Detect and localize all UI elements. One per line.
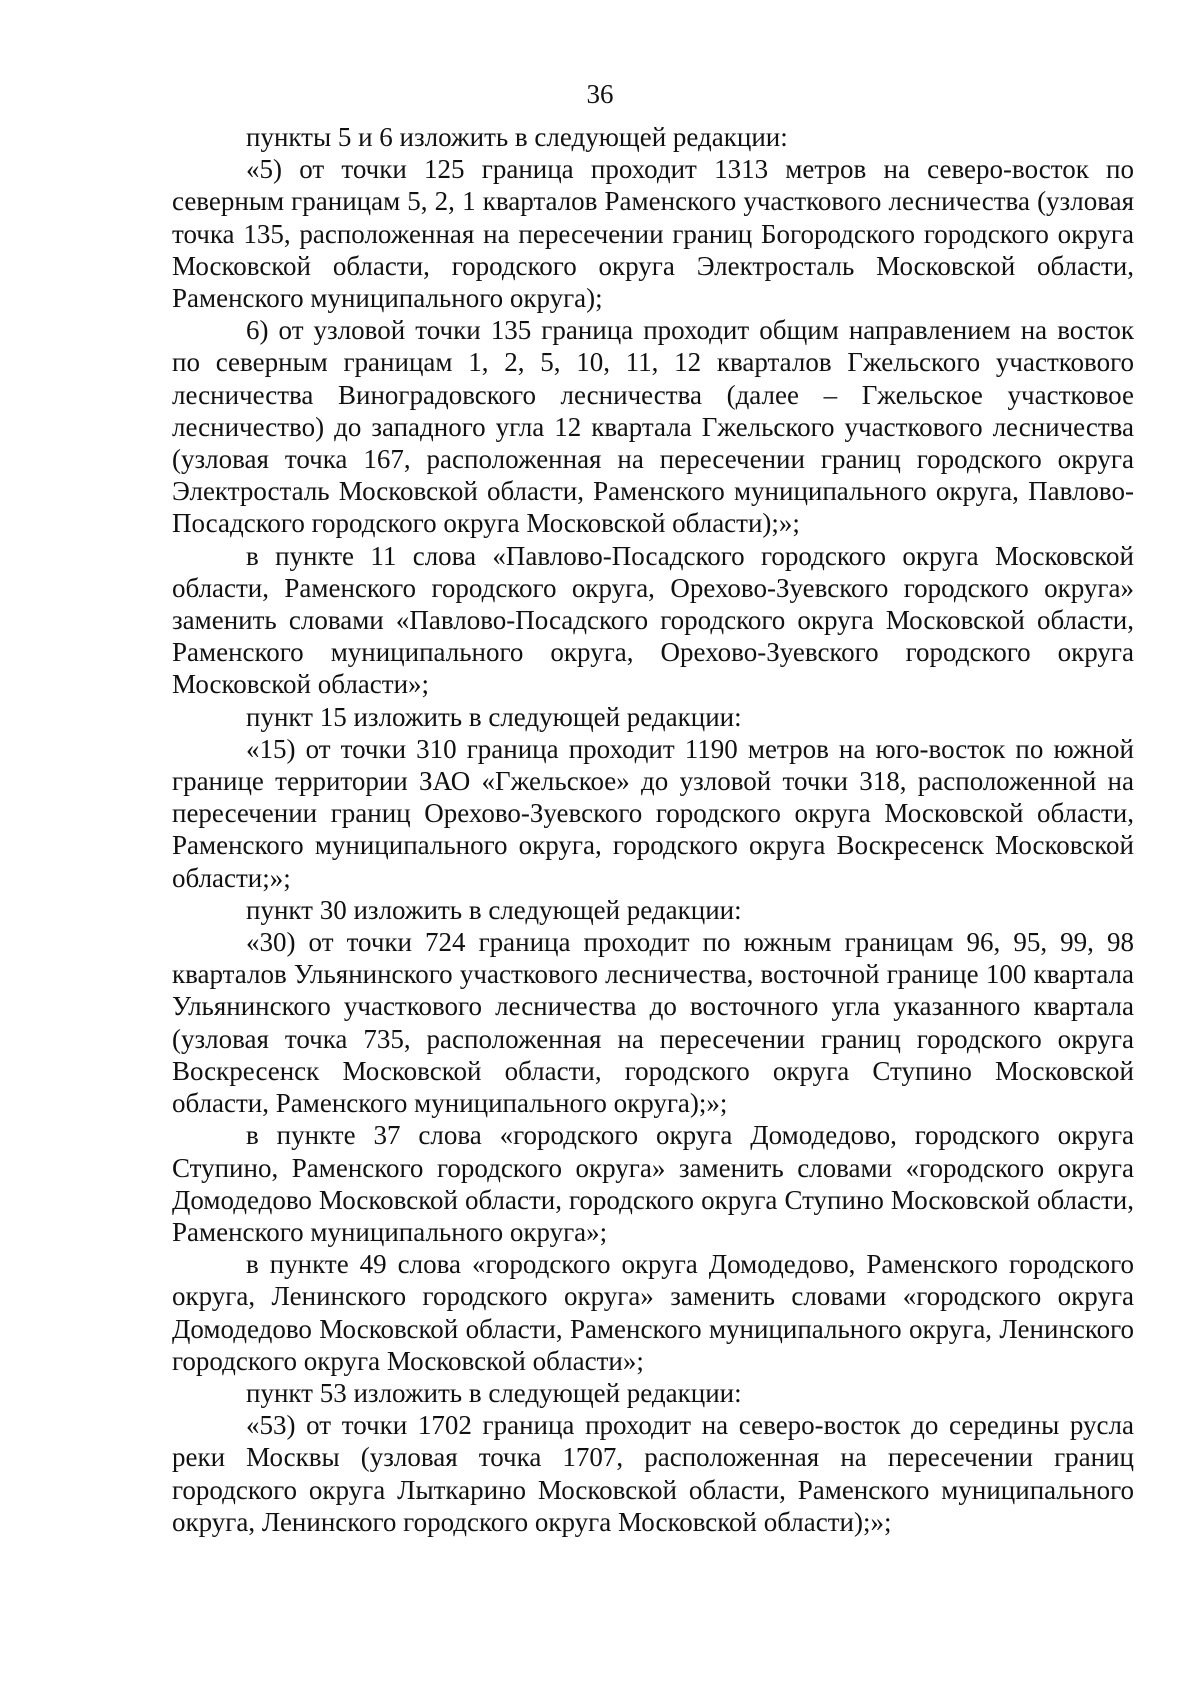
page-number: 36 xyxy=(586,79,614,109)
paragraph-item-53: «53) от точки 1702 граница проходит на северо-восток до середины русла реки Москвы (узловая точка 1707, расположенная на пересечении границ городского округа Лыткарино Московской области, Раменского муниципального округа, Ленинского городского округа Московской области);»; xyxy=(172,1410,1134,1537)
paragraph-item-53-intro: пункт 53 изложить в следующей редакции: xyxy=(246,1377,742,1408)
paragraph-item-15-intro: пункт 15 изложить в следующей редакции: xyxy=(246,701,742,732)
paragraph-item-30-intro: пункт 30 изложить в следующей редакции: xyxy=(246,894,742,925)
paragraph-items-5-6-intro: пункты 5 и 6 изложить в следующей редакции: xyxy=(246,122,788,152)
paragraph-item-30: «30) от точки 724 граница проходит по южным границам 96, 95, 99, 98 кварталов Ульянинского участкового лесничества, восточной границе 100 квартала Ульянинского участкового лесничества до восточного угла указанного квартала (узловая точка 735, расположенная на пересечении границ городского округа Воскресенск Московской области, городского округа Ступино Московской области, Раменского муниципального округа);»; xyxy=(172,927,1134,1119)
paragraph-item-49-amendment: в пункте 49 слова «городского округа Домодедово, Раменского городского округа, Ленинского городского округа» заменить словами «городского округа Домодедово Московской области, Раменского муниципального округа, Ленинского городского округа Московской области»; xyxy=(172,1249,1134,1376)
paragraph-item-6: 6) от узловой точки 135 граница проходит общим направлением на восток по северным границам 1, 2, 5, 10, 11, 12 кварталов Гжельского участкового лесничества Виноградовского лесничества (далее – Гжельское участковое лесничество) до западного угла 12 квартала Гжельского участкового лесничества (узловая точка 167, расположенная на пересечении границ городского округа Электросталь Московской области, Раменского муниципального округа, Павлово-Посадского городского округа Московской области);»; xyxy=(172,315,1134,539)
document-body xyxy=(172,121,1134,1538)
paragraph-item-37-amendment: в пункте 37 слова «городского округа Домодедово, городского округа Ступино, Раменского городского округа» заменить словами «городского округа Домодедово Московской области, городского округа Ступино Московской области, Раменского муниципального округа»; xyxy=(172,1120,1134,1247)
paragraph-item-5: «5) от точки 125 граница проходит 1313 метров на северо-восток по северным границам 5, 2, 1 кварталов Раменского участкового лесничества (узловая точка 135, расположенная на пересечении границ Богородского городского округа Московской области, городского округа Электросталь Московской области, Раменского муниципального округа); xyxy=(172,154,1134,314)
paragraph-item-11-amendment: в пункте 11 слова «Павлово-Посадского городского округа Московской области, Раменского городского округа, Орехово-Зуевского городского округа» заменить словами «Павлово-Посадского городского округа Московской области, Раменского муниципального округа, Орехово-Зуевского городского округа Московской области»; xyxy=(172,540,1134,700)
paragraph-item-15: «15) от точки 310 граница проходит 1190 метров на юго-восток по южной границе территории ЗАО «Гжельское» до узловой точки 318, расположенной на пересечении границ Орехово-Зуевского городского округа Московской области, Раменского муниципального округа, городского округа Воскресенск Московской области;»; xyxy=(172,733,1134,893)
